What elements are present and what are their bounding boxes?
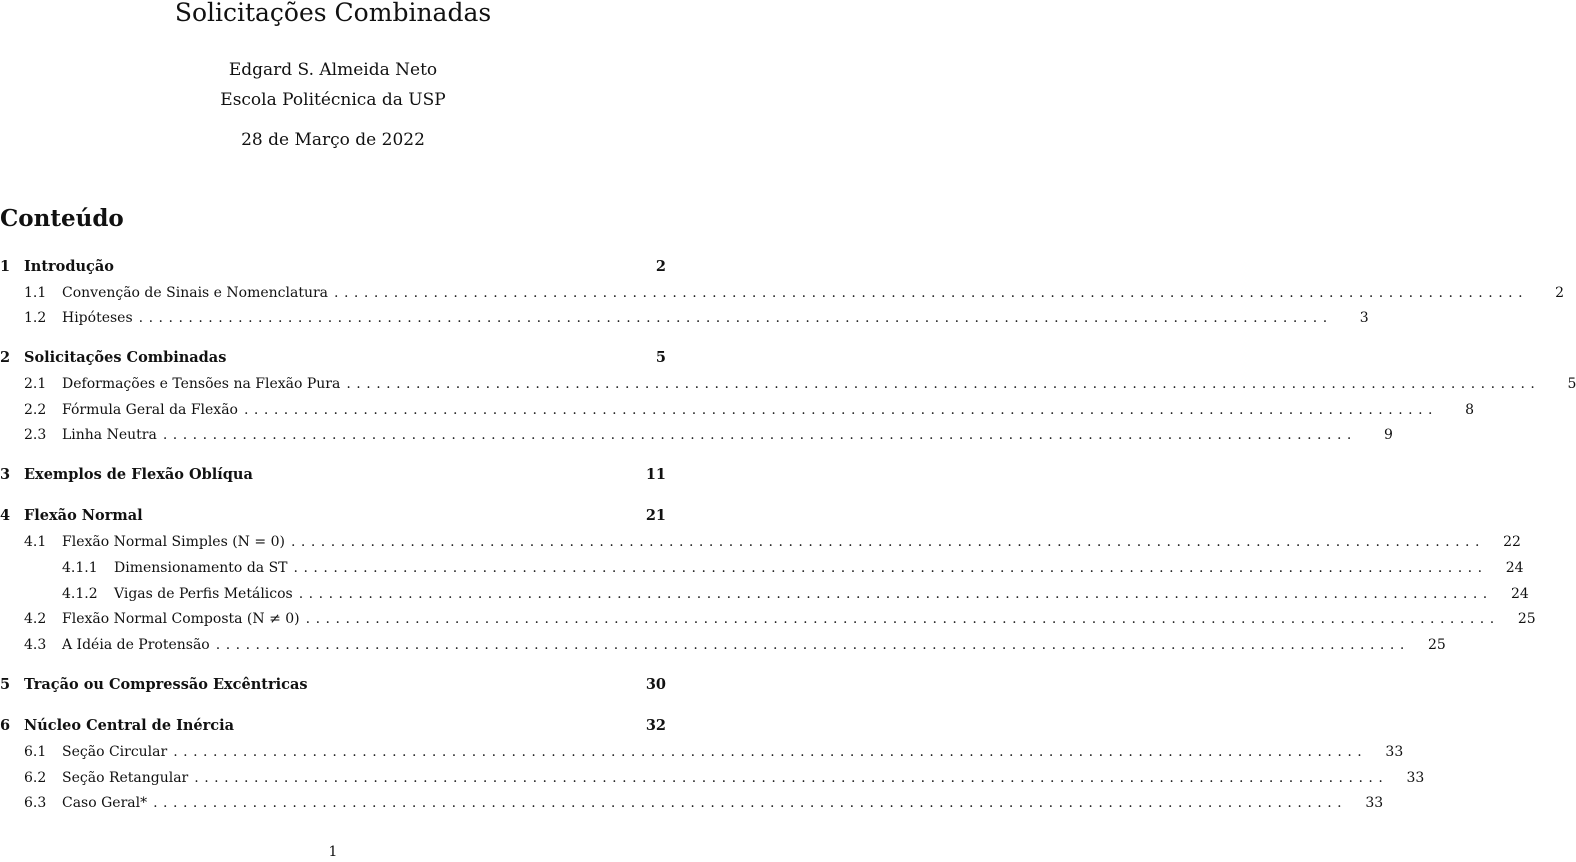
toc-entry-page: 11 — [645, 466, 666, 483]
toc-entry-title[interactable]: Solicitações Combinadas — [24, 349, 227, 366]
toc-entry-number: 1.1 — [24, 285, 47, 301]
toc-entry-title[interactable]: Hipóteses — [62, 310, 133, 326]
toc-section-entry[interactable] — [0, 505, 666, 527]
toc-entry-page: 32 — [645, 717, 666, 734]
toc-entry-number: 6.1 — [24, 744, 47, 760]
toc-entry-page: 25 — [1517, 611, 1536, 627]
toc-leader-dots: ........................................................................................................................ — [305, 611, 1500, 627]
toc-entry-page: 8 — [1465, 402, 1475, 418]
toc-leader-dots: ........................................................................................................................ — [290, 534, 1485, 550]
toc-entry-number: 6.3 — [24, 795, 47, 811]
toc-heading: Conteúdo — [0, 205, 124, 232]
toc-section-entry[interactable] — [0, 347, 666, 369]
toc-entry-title[interactable]: Deformações e Tensões na Flexão Pura — [62, 376, 341, 392]
toc-entry-title[interactable]: Convenção de Sinais e Nomenclatura — [62, 285, 329, 301]
toc-entry-page: 30 — [645, 676, 666, 693]
toc-entry-number: 2 — [0, 349, 11, 366]
toc-subsection-entry[interactable] — [0, 634, 1446, 656]
author-name: Edgard S. Almeida Neto — [228, 60, 438, 80]
toc-entry-title[interactable]: Seção Retangular — [62, 770, 189, 786]
toc-leader-dots: ........................................................................................................................ — [138, 310, 1333, 326]
toc-leader-dots: ........................................................................................................................ — [346, 376, 1541, 392]
toc-entry-number: 2.1 — [24, 376, 47, 392]
toc-entry-number: 4.3 — [24, 637, 47, 653]
toc-subsection-entry[interactable] — [0, 282, 1565, 304]
toc-entry-page: 24 — [1505, 560, 1524, 576]
toc-subsection-entry[interactable] — [0, 583, 1529, 605]
toc-entry-page: 5 — [655, 349, 666, 366]
toc-entry-title[interactable]: Exemplos de Flexão Oblíqua — [24, 466, 253, 483]
toc-section-entry[interactable] — [0, 674, 666, 696]
toc-leader-dots: ........................................................................................................................ — [173, 744, 1368, 760]
toc-entry-title[interactable]: Flexão Normal Simples (N = 0) — [62, 534, 285, 550]
toc-entry-number: 1.2 — [24, 310, 47, 326]
toc-leader-dots: ........................................................................................................................ — [293, 560, 1488, 576]
toc-entry-title[interactable]: Flexão Normal Composta (N ≠ 0) — [62, 611, 300, 627]
toc-entry-title[interactable]: Seção Circular — [62, 744, 168, 760]
toc-entry-title[interactable]: Vigas de Perfis Metálicos — [114, 586, 293, 602]
document-title: Solicitações Combinadas — [174, 0, 492, 27]
toc-entry-page: 25 — [1427, 637, 1446, 653]
toc-subsection-entry[interactable] — [0, 399, 1475, 421]
toc-subsection-entry[interactable] — [0, 767, 1425, 789]
toc-entry-page: 22 — [1503, 534, 1521, 550]
toc-entry-page: 24 — [1510, 586, 1529, 602]
toc-subsection-entry[interactable] — [0, 307, 1369, 329]
toc-entry-page: 5 — [1567, 376, 1576, 392]
toc-entry-number: 2.2 — [24, 402, 47, 418]
toc-entry-title[interactable]: Fórmula Geral da Flexão — [62, 402, 238, 418]
toc-entry-page: 33 — [1365, 795, 1384, 811]
page-number: 1 — [328, 844, 338, 860]
toc-leader-dots: ........................................................................................................................ — [298, 586, 1493, 602]
toc-entry-number: 4.1.1 — [62, 560, 98, 576]
toc-entry-title[interactable]: Flexão Normal — [24, 507, 143, 524]
toc-leader-dots: ........................................................................................................................ — [194, 770, 1389, 786]
institution: Escola Politécnica da USP — [220, 90, 446, 110]
toc-entry-title[interactable]: Núcleo Central de Inércia — [24, 717, 235, 734]
toc-subsection-entry[interactable] — [0, 608, 1536, 630]
toc-entry-page: 9 — [1383, 427, 1393, 443]
toc-entry-number: 5 — [0, 676, 11, 693]
toc-entry-page: 33 — [1385, 744, 1404, 760]
toc-section-entry[interactable] — [0, 464, 666, 486]
toc-entry-page: 3 — [1359, 310, 1369, 326]
toc-entry-title[interactable]: Tração ou Compressão Excêntricas — [24, 676, 308, 693]
toc-leader-dots: ........................................................................................................................ — [162, 427, 1357, 443]
toc-entry-page: 2 — [1555, 285, 1565, 301]
toc-entry-number: 6 — [0, 717, 11, 734]
toc-leader-dots: ........................................................................................................................ — [215, 637, 1410, 653]
toc-leader-dots: ........................................................................................................................ — [334, 285, 1529, 301]
toc-section-entry[interactable] — [0, 715, 666, 737]
toc-entry-page: 21 — [645, 507, 666, 524]
toc-entry-number: 4.1.2 — [62, 586, 98, 602]
toc-leader-dots: ........................................................................................................................ — [153, 795, 1348, 811]
toc-entry-title[interactable]: A Idéia de Protensão — [62, 637, 210, 653]
toc-entry-number: 3 — [0, 466, 11, 483]
toc-entry-number: 4 — [0, 507, 11, 524]
toc-entry-number: 6.2 — [24, 770, 47, 786]
toc-subsection-entry[interactable] — [0, 792, 1384, 814]
toc-subsection-entry[interactable] — [0, 373, 1576, 395]
toc-subsection-entry[interactable] — [0, 557, 1524, 579]
toc-entry-title[interactable]: Dimensionamento da ST — [114, 560, 288, 576]
toc-entry-number: 4.2 — [24, 611, 47, 627]
toc-entry-number: 4.1 — [24, 534, 47, 550]
toc-entry-page: 2 — [655, 258, 666, 275]
toc-leader-dots: ........................................................................................................................ — [243, 402, 1439, 418]
toc-entry-number: 2.3 — [24, 427, 47, 443]
toc-entry-number: 1 — [0, 258, 11, 275]
toc-section-entry[interactable] — [0, 256, 666, 278]
toc-subsection-entry[interactable] — [0, 531, 1521, 553]
toc-subsection-entry[interactable] — [0, 424, 1393, 446]
toc-entry-page: 33 — [1406, 770, 1425, 786]
toc-subsection-entry[interactable] — [0, 741, 1404, 763]
toc-entry-title[interactable]: Linha Neutra — [62, 427, 157, 443]
toc-entry-title[interactable]: Introdução — [24, 258, 114, 275]
toc-entry-title[interactable]: Caso Geral* — [62, 795, 148, 811]
document-date: 28 de Março de 2022 — [241, 130, 425, 150]
